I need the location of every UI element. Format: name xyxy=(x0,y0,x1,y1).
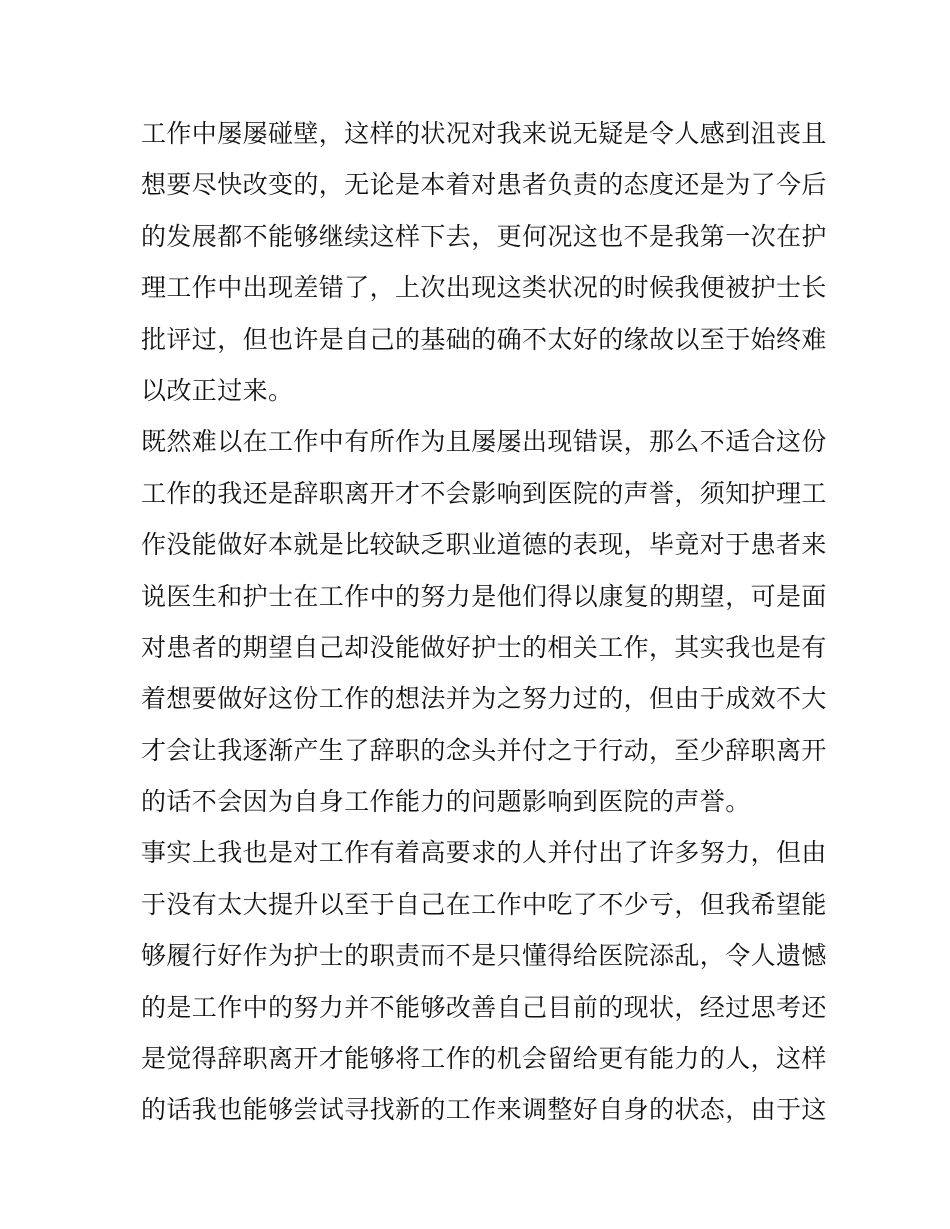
text-line: 于没有太大提升以至于自己在工作中吃了不少亏，但我希望能 xyxy=(141,889,827,919)
text-line: 的是工作中的努力并不能够改善自己目前的现状，经过思考还 xyxy=(141,992,827,1022)
text-line: 对患者的期望自己却没能做好护士的相关工作，其实我也是有 xyxy=(141,632,827,662)
text-line: 着想要做好这份工作的想法并为之努力过的，但由于成效不大 xyxy=(141,684,827,714)
text-line: 才会让我逐渐产生了辞职的念头并付之于行动，至少辞职离开 xyxy=(141,735,827,765)
text-line: 理工作中出现差错了，上次出现这类状况的时候我便被护士长 xyxy=(141,273,827,303)
text-line: 的话不会因为自身工作能力的问题影响到医院的声誉。 xyxy=(141,787,751,817)
text-line: 够履行好作为护士的职责而不是只懂得给医院添乱，令人遗憾 xyxy=(141,941,827,971)
text-line: 的发展都不能够继续这样下去，更何况这也不是我第一次在护 xyxy=(141,221,827,251)
text-line: 工作中屡屡碰壁，这样的状况对我来说无疑是令人感到沮丧且 xyxy=(141,119,827,148)
text-line: 批评过，但也许是自己的基础的确不太好的缘故以至于始终难 xyxy=(141,324,827,354)
text-line: 作没能做好本就是比较缺乏职业道德的表现，毕竟对于患者来 xyxy=(141,530,827,560)
text-line: 是觉得辞职离开才能够将工作的机会留给更有能力的人，这样 xyxy=(141,1044,827,1074)
text-line: 想要尽快改变的，无论是本着对患者负责的态度还是为了今后 xyxy=(141,170,827,200)
text-line: 既然难以在工作中有所作为且屡屡出现错误，那么不适合这份 xyxy=(141,427,827,457)
body-text xyxy=(141,108,827,1136)
text-line: 工作的我还是辞职离开才不会影响到医院的声誉，须知护理工 xyxy=(141,478,827,508)
text-line: 的话我也能够尝试寻找新的工作来调整好自身的状态，由于这 xyxy=(141,1095,827,1125)
text-line: 说医生和护士在工作中的努力是他们得以康复的期望，可是面 xyxy=(141,581,827,611)
text-line: 事实上我也是对工作有着高要求的人并付出了许多努力，但由 xyxy=(141,838,827,868)
text-line: 以改正过来。 xyxy=(141,375,294,405)
